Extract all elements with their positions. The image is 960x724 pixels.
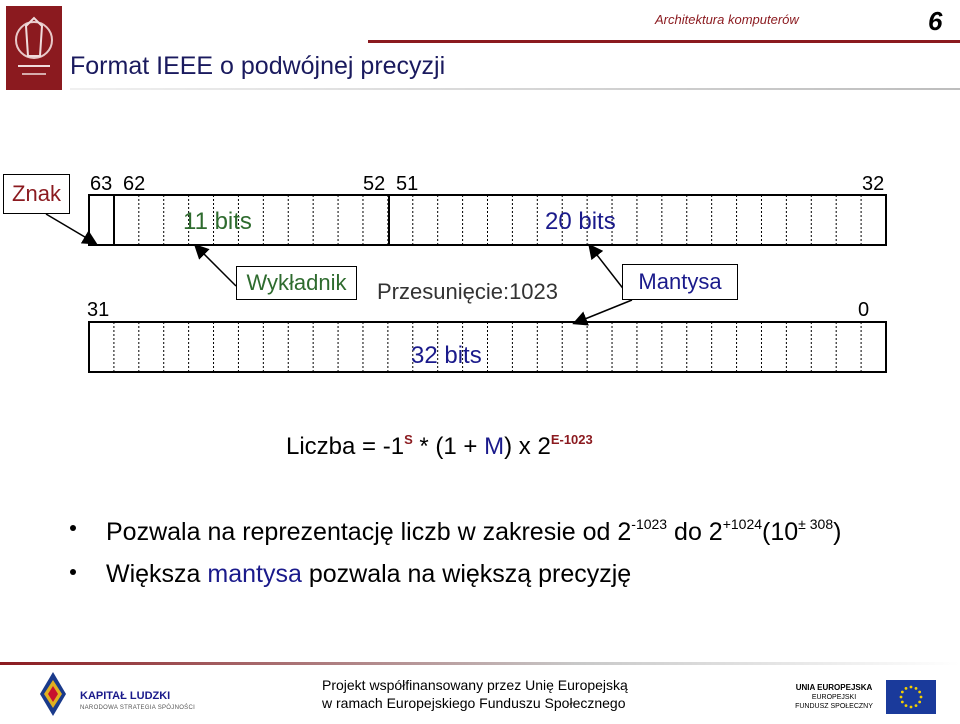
eu-name: UNIA EUROPEJSKA [795, 683, 873, 692]
mantissa-arrow-down [575, 300, 632, 323]
eu-star [915, 687, 918, 690]
footer-divider [0, 662, 960, 665]
eu-fund-line-1: EUROPEJSKI [811, 694, 857, 701]
formula-exponent: E-1023 [550, 432, 593, 447]
eu-star [901, 701, 904, 704]
range-part-2: do 2 [667, 518, 723, 546]
project-line-1: Projekt współfinansowany przez Unię Europejską [322, 677, 628, 693]
eu-star [918, 701, 921, 704]
exponent-label: Wykładnik [236, 266, 357, 300]
course-subject: Architektura komputerów [655, 12, 799, 27]
slide-title: Format IEEE o podwójnej precyzji [70, 52, 446, 80]
bit-number-32: 32 [862, 173, 885, 195]
project-line-2: w ramach Europejskiego Funduszu Społecznego [322, 695, 626, 711]
bit-number-52: 52 [363, 173, 386, 195]
exponent-arrow [196, 246, 236, 286]
eu-star [920, 696, 923, 699]
page-number: 6 [928, 6, 943, 36]
range-sup-3: ± 308 [798, 516, 834, 532]
bit-number-0: 0 [858, 299, 870, 321]
value-formula [286, 432, 593, 461]
eu-star [910, 686, 913, 689]
mantissa-high-bit-count: 20 bits [545, 208, 616, 235]
eu-star [901, 691, 904, 694]
formula-prefix: Liczba = -1 [286, 433, 405, 460]
mantissa-label: Mantysa [622, 264, 738, 300]
formula-middle: * (1 + [412, 433, 485, 460]
eu-flag-icon [886, 680, 936, 714]
lower-word-bit-count: 32 bits [411, 342, 482, 369]
formula-mantissa: M [484, 433, 505, 460]
range-sup-2: +1024 [722, 516, 763, 532]
eu-star [915, 704, 918, 707]
lower-bit-ticks [114, 322, 861, 372]
formula-sign-exponent: S [404, 432, 413, 447]
kapital-ludzki-name: KAPITAŁ LUDZKI [80, 690, 171, 702]
range-part-3: (10 [762, 518, 799, 546]
bullet-precision-text [106, 560, 631, 589]
eu-star [910, 706, 913, 709]
precision-part-2: pozwala na większą precyzję [301, 560, 632, 588]
eu-star [918, 691, 921, 694]
bullet-dot [70, 569, 76, 575]
bit-number-51: 51 [396, 173, 419, 195]
range-part-4: ) [833, 518, 842, 546]
eu-star [905, 704, 908, 707]
bullet-range-text [106, 516, 841, 547]
precision-highlight: mantysa [207, 560, 302, 588]
kapital-ludzki-subtitle: NARODOWA STRATEGIA SPÓJNOŚCI [80, 705, 196, 711]
bit-number-63: 63 [90, 173, 113, 195]
bit-number-31: 31 [87, 299, 110, 321]
sign-arrow [46, 214, 95, 243]
range-sup-1: -1023 [631, 516, 668, 532]
range-part-1: Pozwala na reprezentację liczb w zakresie od 2 [106, 518, 632, 546]
sign-label: Znak [3, 174, 70, 214]
exponent-bit-count: 11 bits [183, 208, 252, 235]
bias-label: Przesunięcie:1023 [377, 279, 559, 304]
bullet-dot [70, 525, 76, 531]
kapital-ludzki-logo-icon [40, 672, 66, 716]
eu-star [900, 696, 903, 699]
formula-end: ) x 2 [504, 433, 551, 460]
precision-part-1: Większa [106, 560, 208, 588]
eu-fund-line-2: FUNDUSZ SPOŁECZNY [795, 703, 873, 710]
eu-star [905, 687, 908, 690]
bit-number-62: 62 [123, 173, 146, 195]
